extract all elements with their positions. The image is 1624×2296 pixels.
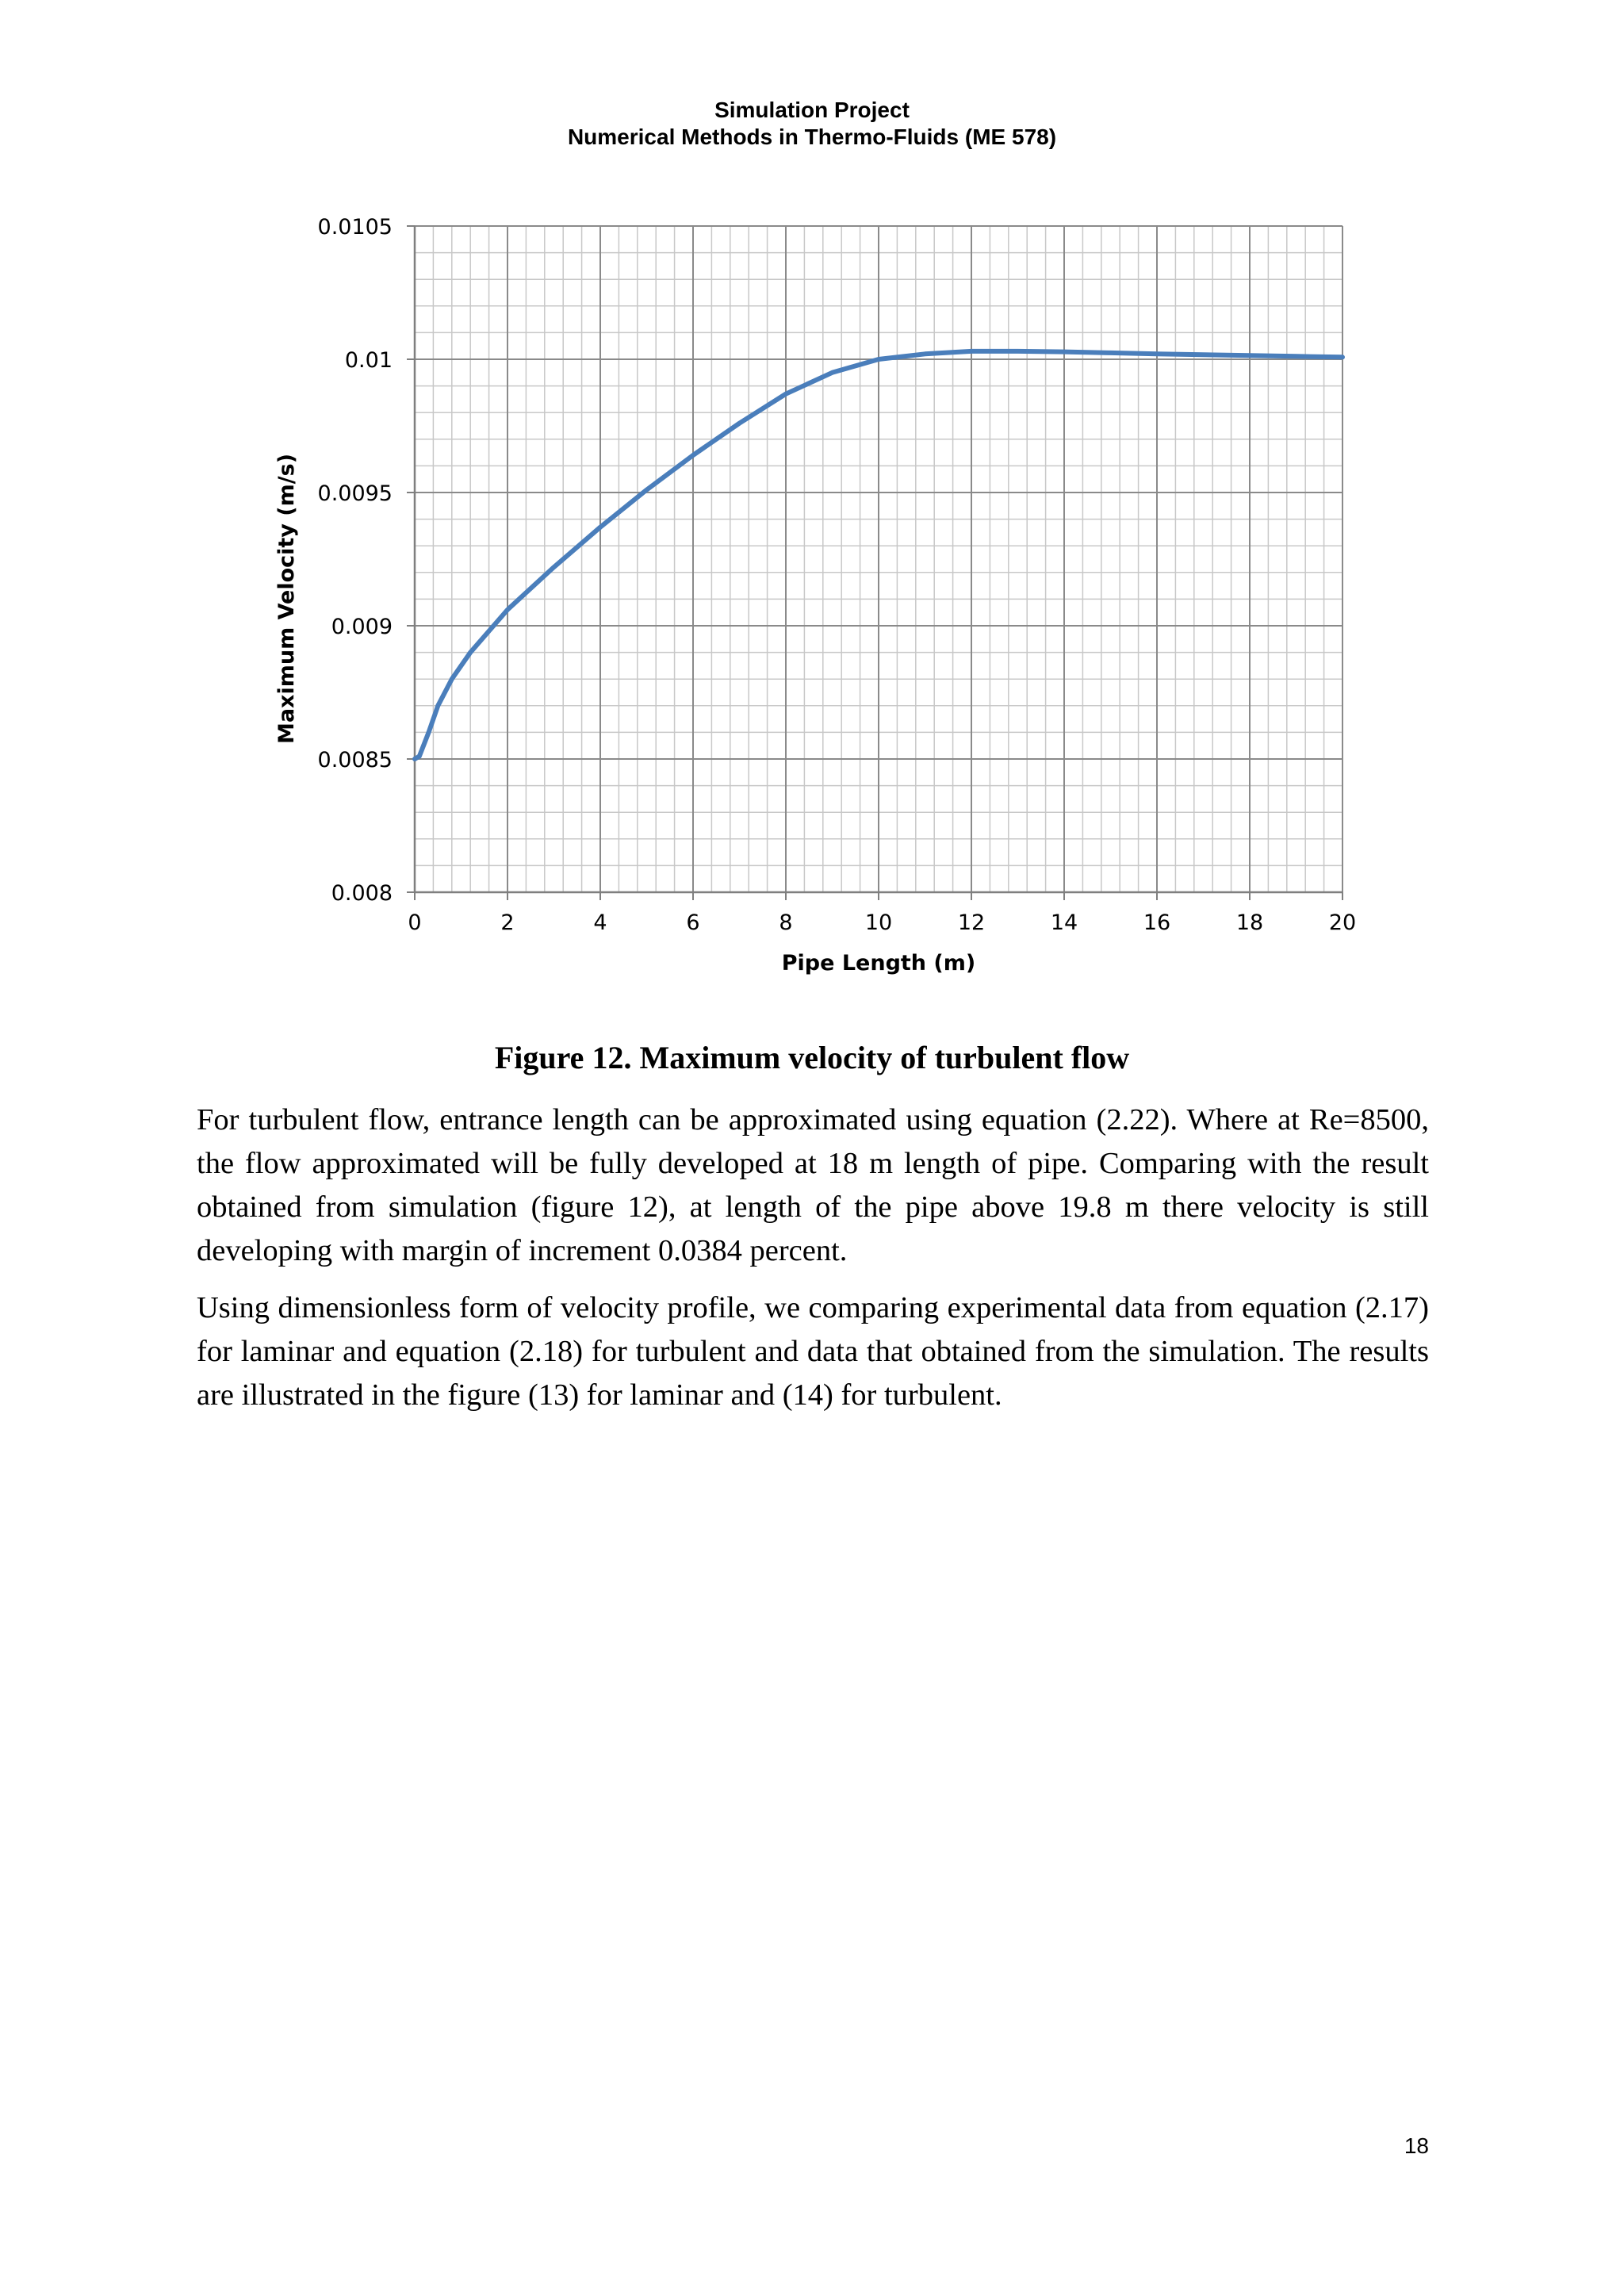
x-tick-label: 8 [779, 910, 793, 935]
y-tick-label: 0.01 [344, 348, 393, 373]
chart-tick-labels [318, 215, 1357, 935]
x-tick-label: 20 [1328, 910, 1357, 935]
chart-major-gridlines [415, 226, 1342, 892]
paragraph-2: Using dimensionless form of velocity profile, we comparing experimental data from equation (2.17) for laminar and equation (2.18) for turbulent and data that obtained from the simulation. The results are illustrated in the figure (13) for laminar and (14) for turbulent. [197, 1291, 1429, 1412]
y-tick-label: 0.0095 [317, 481, 393, 506]
x-tick-label: 4 [593, 910, 607, 935]
page-header [0, 97, 1624, 151]
x-tick-label: 0 [408, 910, 422, 935]
paragraph-1: For turbulent flow, entrance length can be approximated using equation (2.22). Where at Re=8500, the flow approximated will be fully developed at 18 m length of pipe. Comparing with the result obtained from simulation (figure 12), at length of the pipe above 19.8 m there velocity is still developing with margin of increment 0.0384 percent. [197, 1103, 1429, 1267]
header-subtitle: Numerical Methods in Thermo-Fluids (ME 578) [567, 125, 1057, 149]
x-tick-label: 10 [864, 910, 893, 935]
x-tick-label: 16 [1143, 910, 1171, 935]
figure-caption: Figure 12. Maximum velocity of turbulent flow [494, 1040, 1130, 1075]
chart-axes [407, 226, 1342, 900]
y-tick-label: 0.008 [331, 881, 393, 906]
header-title: Simulation Project [714, 98, 910, 122]
y-tick-label: 0.0085 [317, 748, 393, 772]
x-tick-label: 2 [500, 910, 515, 935]
y-tick-label: 0.009 [331, 615, 393, 639]
y-tick-label: 0.0105 [317, 215, 393, 240]
x-tick-label: 6 [686, 910, 700, 935]
velocity-line-chart [270, 202, 1411, 995]
x-tick-label: 14 [1050, 910, 1078, 935]
y-axis-label: Maximum Velocity (m/s) [274, 453, 299, 745]
x-tick-label: 18 [1235, 910, 1264, 935]
x-tick-label: 12 [957, 910, 986, 935]
x-axis-label: Pipe Length (m) [781, 951, 976, 976]
page-number: 18 [1404, 2133, 1429, 2158]
